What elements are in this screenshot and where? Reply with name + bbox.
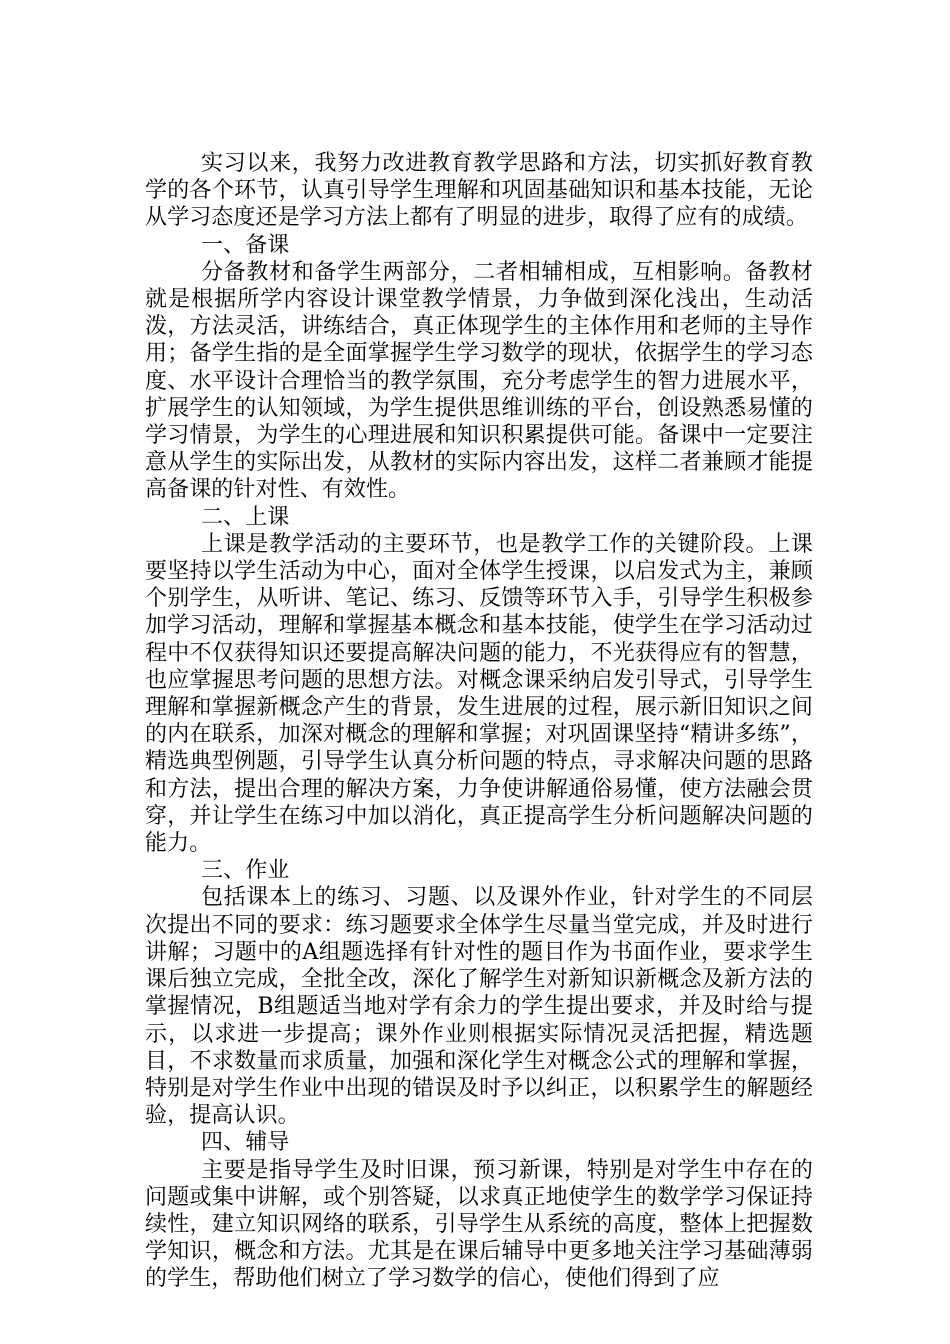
section-heading-lesson-prep: 一、备课 [201, 232, 290, 258]
section-body-tutoring: 主要是指导学生及时旧课，预习新课，特别是对学生中存在的问题或集中讲解，或个别答疑，以求真正地使学生的数学学习保证持续性，建立知识网络的联系，引导学生从系统的高度，整体上把握数学知识，概念和方法。尤其是在课后辅导中更多地关注学习基础薄弱的学生，帮助他们树立了学习数学的信心，使他们得到了应 [145, 1157, 813, 1292]
section-body-teaching: 上课是教学活动的主要环节，也是教学工作的关键阶段。上课要坚持以学生活动为中心，面对全体学生授课，以启发式为主，兼顾个别学生，从听讲、笔记、练习、反馈等环节入手，引导学生积极参加学习活动，理解和掌握基本概念和基本技能，使学生在学习活动过程中不仅获得知识还要提高解决问题的能力，不光获得应有的智慧，也应掌握思考问题的思想方法。对概念课采纳启发引导式，引导学生理解和掌握新概念产生的背景，发生进展的过程，展示新旧知识之间的内在联系，加深对概念的理解和掌握；对巩固课坚持“精讲多练”，精选典型例题，引导学生认真分析问题的特点，寻求解决问题的思路和方法，提出合理的解决方案，力争使讲解通俗易懂，使方法融会贯穿，并让学生在练习中加以消化，真正提高学生分析问题解决问题的能力。 [145, 531, 813, 857]
section-body-homework: 包括课本上的练习、习题、以及课外作业，针对学生的不同层次提出不同的要求：练习题要求全体学生尽量当堂完成，并及时进行讲解；习题中的A组题选择有针对性的题目作为书面作业，要求学生课后独立完成，全批全改，深化了解学生对新知识新概念及新方法的掌握情况，B组题适当地对学有余力的学生提出要求，并及时给与提示，以求进一步提高；课外作业则根据实际情况灵活把握，精选题目，不求数量而求质量，加强和深化学生对概念公式的理解和掌握，特别是对学生作业中出现的错误及时予以纠正，以积累学生的解题经验，提高认识。 [145, 885, 813, 1129]
section-heading-homework: 三、作业 [201, 858, 290, 884]
document-page [145, 150, 813, 1293]
section-heading-tutoring: 四、辅导 [201, 1130, 290, 1156]
section-heading-teaching: 二、上课 [201, 504, 290, 530]
section-body-lesson-prep: 分备教材和备学生两部分，二者相辅相成，互相影响。备教材就是根据所学内容设计课堂教学情景，力争做到深化浅出，生动活泼，方法灵活，讲练结合，真正体现学生的主体作用和老师的主导作用；备学生指的是全面掌握学生学习数学的现状，依据学生的学习态度、水平设计合理恰当的教学氛围，充分考虑学生的智力进展水平，扩展学生的认知领域，为学生提供思维训练的平台，创设熟悉易懂的学习情景，为学生的心理进展和知识积累提供可能。备课中一定要注意从学生的实际出发，从教材的实际内容出发，这样二者兼顾才能提高备课的针对性、有效性。 [145, 259, 813, 503]
intro-paragraph: 实习以来，我努力改进教育教学思路和方法，切实抓好教育教学的各个环节，认真引导学生理解和巩固基础知识和基本技能，无论从学习态度还是学习方法上都有了明显的进步，取得了应有的成绩。 [145, 151, 813, 231]
